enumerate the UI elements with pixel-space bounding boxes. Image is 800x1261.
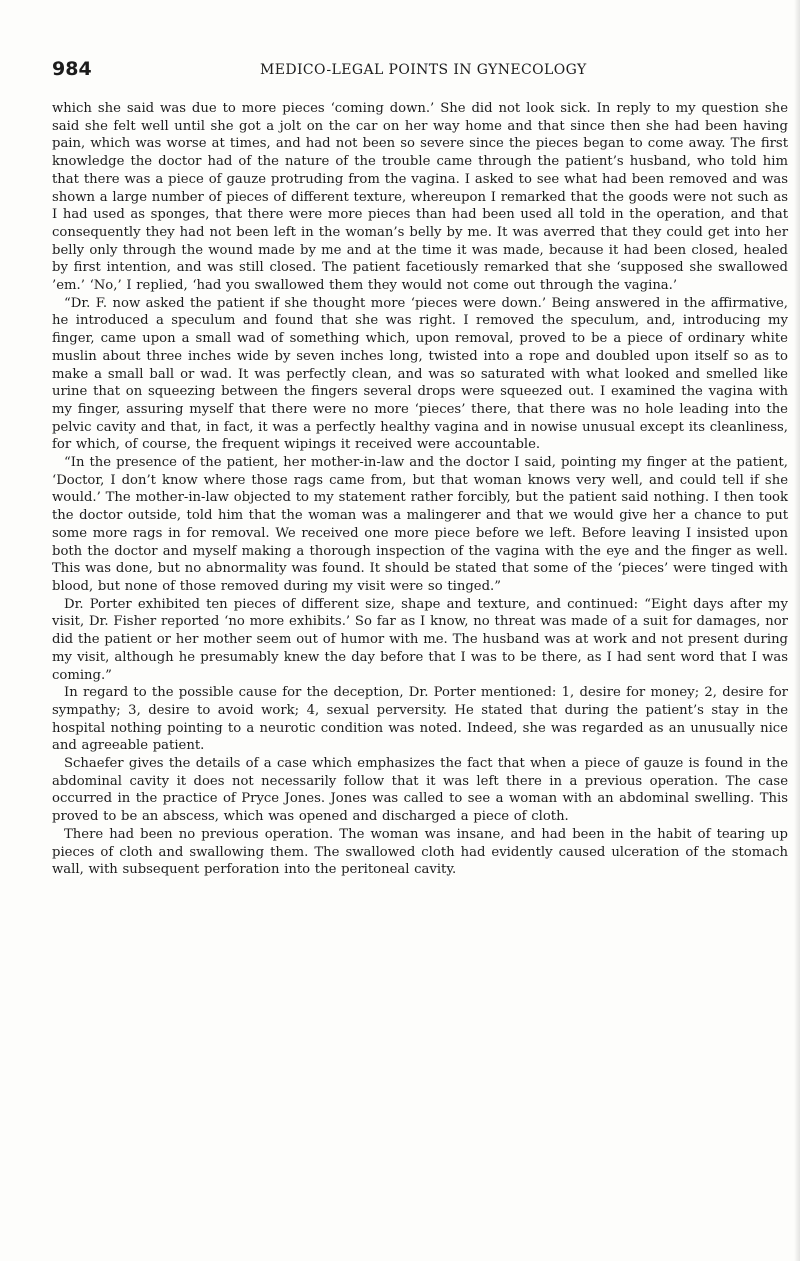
paragraph-speculum: “Dr. F. now asked the patient if she thought more ‘pieces were down.’ Being answered in the affirmative, he introduced a speculum and found that she was right. I removed the speculum, and, introducing my finger, came upon a small wad of something which, upon removal, proved to be a piece of ordinary white muslin about three inches wide by seven inches long, twisted into a rope and doubled upon itself so as to make a small ball or wad. It was perfectly clean, and was so saturated with what looked and smelled like urine that on squeezing between the fingers several drops were squeezed out. I examined the vagina with my finger, assuring myself that there were no more ‘pieces’ there, that there was no hole leading into the pelvic cavity and that, in fact, it was a perfectly healthy vagina and in nowise unusual except its cleanliness, for which, of course, the frequent wipings it received were accountable. bbox=[52, 295, 788, 453]
running-title: MEDICO-LEGAL POINTS IN GYNECOLOGY bbox=[260, 62, 587, 78]
page-number: 984 bbox=[52, 58, 92, 80]
paragraph-schaefer: Schaefer gives the details of a case which emphasizes the fact that when a piece of gauze is found in the abdominal cavity it does not necessarily follow that it was left there in a previous operation. The case occurred in the practice of Pryce Jones. Jones was called to see a woman with an abdominal swelling. This proved to be an abscess, which was opened and discharged a piece of cloth. bbox=[52, 756, 788, 825]
paragraph-causes: In regard to the possible cause for the deception, Dr. Porter mentioned: 1, desire for money; 2, desire for sympathy; 3, desire to avoid work; 4, sexual perversity. He stated that during the patient’s stay in the hospital nothing pointing to a neurotic condition was noted. Indeed, she was regarded as an unusually nice and agreeable patient. bbox=[52, 685, 788, 754]
paragraph-no-operation: There had been no previous operation. The woman was insane, and had been in the habit of tearing up pieces of cloth and swallowing them. The swallowed cloth had evidently caused ulceration of the stomach wall, with subsequent perforation into the peritoneal cavity. bbox=[52, 826, 788, 878]
running-head bbox=[52, 58, 792, 80]
paragraph-exhibits: Dr. Porter exhibited ten pieces of different size, shape and texture, and continued: “Eight days after my visit, Dr. Fisher reported ‘no more exhibits.’ So far as I know, no threat was made of a suit for damages, nor did the patient or her mother seem out of humor with me. The husband was at work and not present during my visit, although he presumably knew the day before that I was to be there, as I had sent word that I was coming.” bbox=[52, 596, 788, 683]
body-text bbox=[52, 100, 788, 879]
page-edge-shadow bbox=[794, 0, 800, 1261]
paragraph-continuation: which she said was due to more pieces ‘coming down.’ She did not look sick. In reply to my question she said she felt well until she got a jolt on the car on her way home and that since then she had been having pain, which was worse at times, and had not been so severe since the pieces began to come away. The first knowledge the doctor had of the nature of the trouble came through the patient’s husband, who told him that there was a piece of gauze protruding from the vagina. I asked to see what had been removed and was shown a large number of pieces of different texture, whereupon I remarked that the goods were not such as I had used as sponges, that there were more pieces than had been used all told in the operation, and that consequently they had not been left in the woman’s belly by me. It was averred that they could get into her belly only through the wound made by me and at the time it was made, because it had been closed, healed by first intention, and was still closed. The patient facetiously remarked that she ‘supposed she swallowed ’em.’ ‘No,’ I replied, ‘had you swallowed them they would not come out through the vagina.’ bbox=[52, 101, 788, 294]
paragraph-presence: “In the presence of the patient, her mother-in-law and the doctor I said, pointing my finger at the patient, ‘Doctor, I don’t know where those rags came from, but that woman knows very well, and could tell if she would.’ The mother-in-law objected to my statement rather forcibly, but the patient said nothing. I then took the doctor outside, told him that the woman was a malingerer and that we would give her a chance to put some more rags in for removal. We received one more piece before we left. Before leaving I insisted upon both the doctor and myself making a thorough inspection of the vagina with the eye and the finger as well. This was done, but no abnormality was found. It should be stated that some of the ‘pieces’ were tinged with blood, but none of those removed during my visit were so tinged.” bbox=[52, 455, 788, 594]
